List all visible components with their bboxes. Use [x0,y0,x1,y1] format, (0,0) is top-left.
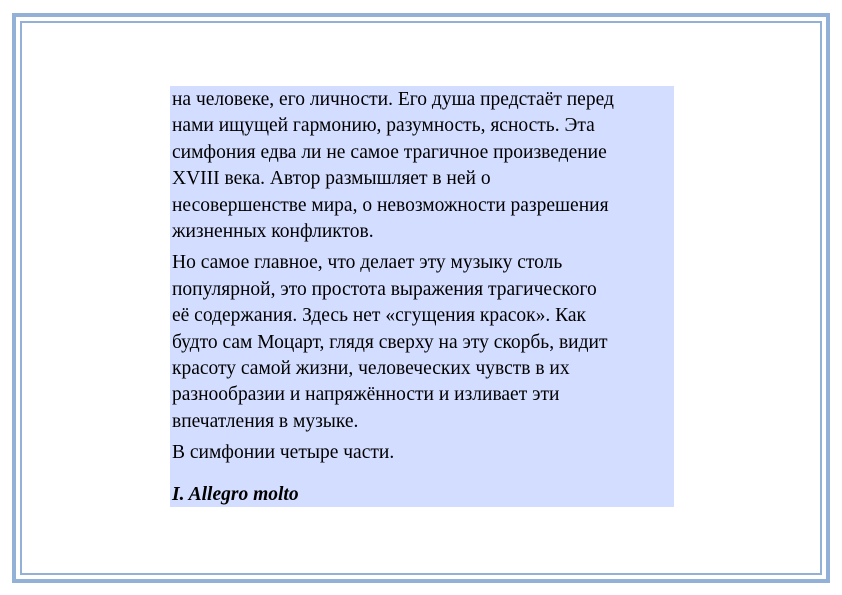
paragraph-1: на человеке, его личности. Его душа предстаёт перед нами ищущей гармонию, разумность, ясность. Эта симфония едва ли не самое трагичное произведение XVIII века. Автор размышляет в ней о несовершенстве мира, о невозможности разрешения жизненных конфликтов. [172,89,614,243]
paragraph-3: В симфонии четыре части. [172,442,395,464]
text-block [170,86,674,507]
movement-title: I. Allegro molto [172,483,299,505]
paragraph-2: Но самое главное, что делает эту музыку столь популярной, это простота выражения трагического её содержания. Здесь нет «сгущения красок». Как будто сам Моцарт, глядя сверху на эту скорбь, видит красоту самой жизни, человеческих чувств в их разнообразии и напряжённости и изливает эти впечатления в музыке. [172,252,608,432]
